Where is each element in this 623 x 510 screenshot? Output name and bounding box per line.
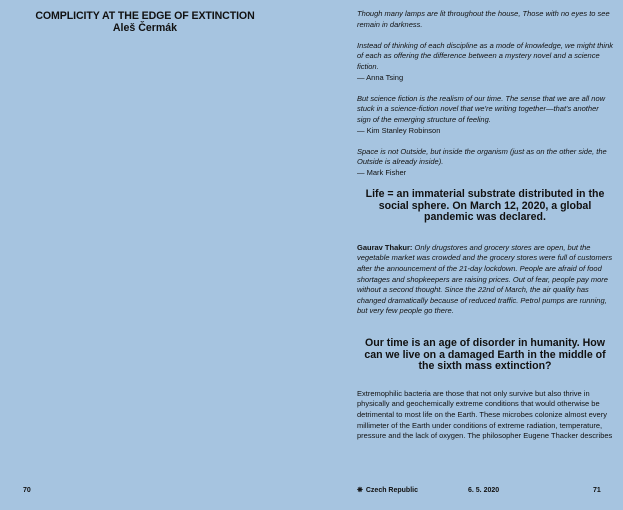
section-heading: Life = an immaterial substrate distributed in the social sphere. On March 12, 2020, a global pandemic was declared. [365, 188, 605, 224]
quote-author: — Anna Tsing [357, 72, 404, 82]
flower-icon: ❋ [357, 487, 363, 494]
article-author: Aleš Čermák [112, 22, 178, 34]
right-page-content [357, 9, 613, 442]
article-title: COMPLICITY AT THE EDGE OF EXTINCTION [35, 10, 255, 22]
quote-author: — Mark Fisher [357, 167, 407, 177]
quote-author: — Kim Stanley Robinson [357, 125, 441, 135]
testimony-speaker: Gaurav Thakur: [357, 242, 413, 252]
quote-text: Though many lamps are lit throughout the house, Those with no eyes to see remain in darkness. [357, 9, 610, 29]
section-heading: Our time is an age of disorder in humanity. How can we live on a damaged Earth in the middle of the sixth mass extinction? [364, 337, 606, 373]
title-block [0, 10, 290, 34]
quote-text: Instead of thinking of each discipline as a mode of knowledge, we might think of each as offering the difference between a mystery novel and a science fiction. [357, 40, 613, 71]
quote-text: Space is not Outside, but inside the organism (just as on the other side, the Outside is already inside). [357, 146, 607, 167]
testimony-paragraph [357, 243, 613, 317]
page-number-left: 70 [23, 487, 31, 494]
page-number-right: 71 [593, 487, 601, 494]
epigraph-quote [357, 9, 613, 30]
footer-date: 6. 5. 2020 [468, 487, 500, 494]
left-page [0, 0, 311, 510]
epigraph-quote [357, 94, 613, 136]
testimony-text: Only drugstores and grocery stores are open, but the vegetable market was crowded and the grocery stores were full of customers after the announcement of the 21-day lockdown. People are afraid of food shortages and shopkeepers are raising prices. Out of fear, people pay more without a second thought. Since the 22nd of March, the air quality has changed dramatically because of reduced traffic. Petrol pumps are running, but very few people go there. [357, 242, 613, 316]
footer-country [357, 486, 418, 495]
epigraph-quote [357, 41, 613, 83]
country-label: Czech Republic [365, 487, 418, 494]
body-paragraph: Extremophilic bacteria are those that not only survive but also thrive in physically and geochemically extreme conditions that would otherwise be detrimental to most life on the Earth. These microbes colonize almost every millimeter of the Earth under conditions of extreme radiation, temperature, pressure and the lack of oxygen. The philosopher Eugene Thacker describes [357, 388, 613, 441]
epigraph-quote [357, 147, 613, 179]
right-page [312, 0, 623, 510]
quote-text: But science fiction is the realism of our time. The sense that we are all now stuck in a science-fiction novel that we're writing together—that's another sign of the emerging structure of feeling. [357, 93, 606, 124]
